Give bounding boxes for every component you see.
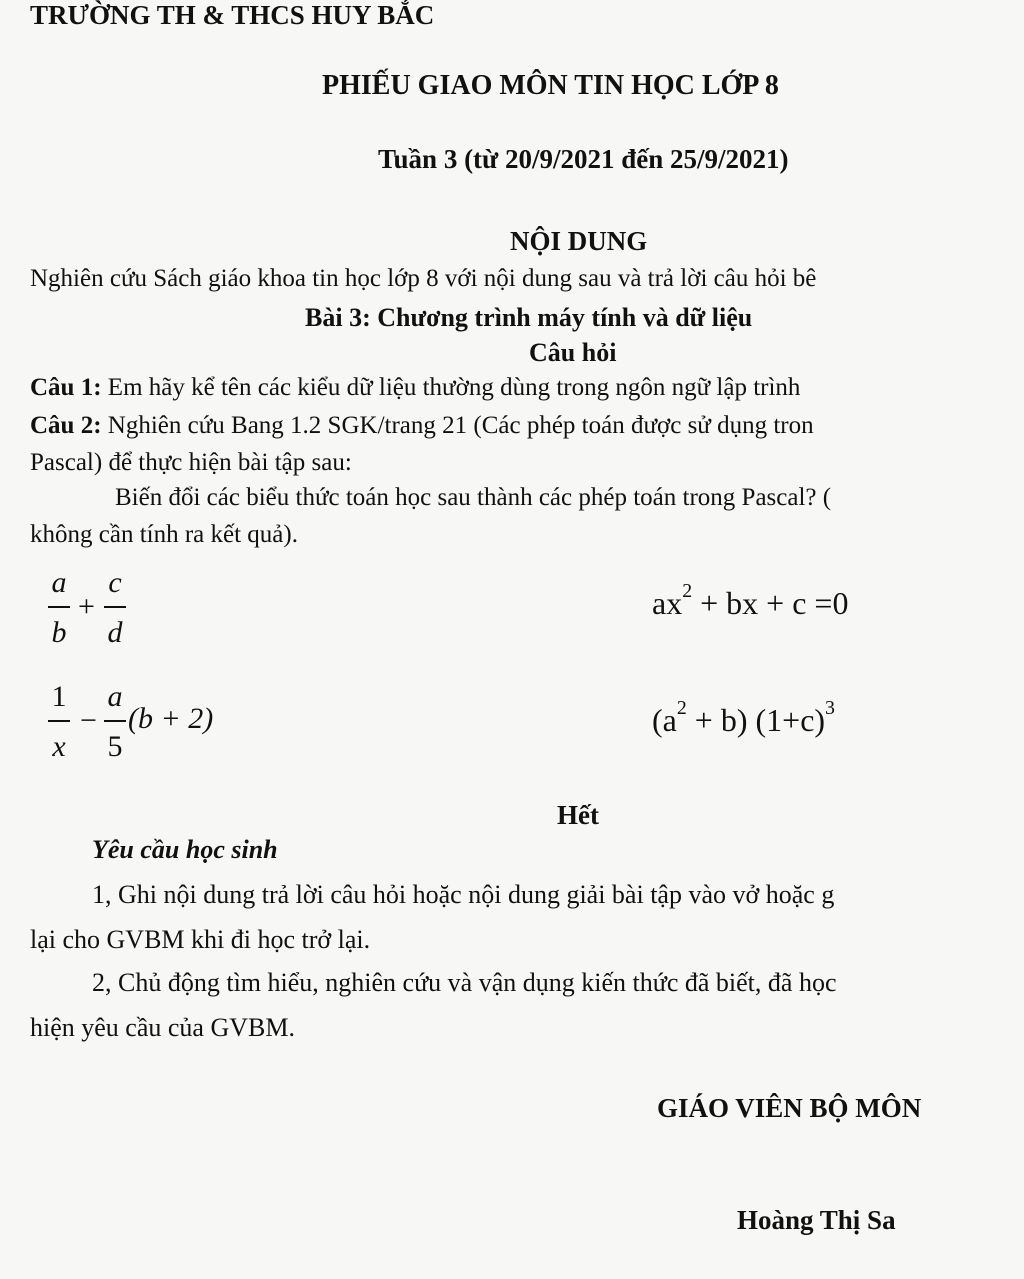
expr3-numerator-a: a <box>107 680 123 713</box>
requirement-2-line-1: 2, Chủ động tìm hiểu, nghiên cứu và vận dụng kiến thức đã biết, đã học <box>92 968 837 997</box>
expr2-rest: + bx + c =0 <box>692 585 849 621</box>
expr4-mid: + b) (1+c) <box>686 702 826 738</box>
expression-1-fraction-a-b <box>48 568 70 648</box>
lesson-title: Bài 3: Chương trình máy tính và dữ liệu <box>305 303 753 332</box>
school-name: TRƯỜNG TH & THCS HUY BẮC <box>30 0 435 30</box>
expression-1-fraction-c-d <box>104 568 126 648</box>
requirement-2-line-2: hiện yêu cầu của GVBM. <box>30 1013 295 1042</box>
expr1-numerator-a: a <box>51 566 67 599</box>
requirement-1-line-2: lại cho GVBM khi đi học trở lại. <box>30 925 371 954</box>
expr1-denominator-b: b <box>51 616 67 649</box>
intro-line: Nghiên cứu Sách giáo khoa tin học lớp 8 với nội dung sau và trả lời câu hỏi bê <box>30 265 817 292</box>
expr4-exponent-1: 2 <box>676 697 687 720</box>
expression-4 <box>652 697 835 739</box>
week-line: Tuần 3 (từ 20/9/2021 đến 25/9/2021) <box>378 144 789 174</box>
question-2-label: Câu 2: <box>30 412 102 439</box>
expr4-exponent-2: 3 <box>825 697 835 720</box>
end-marker: Hết <box>557 800 599 830</box>
expression-3-fraction-a-5 <box>104 682 126 762</box>
question-2-line-2: Pascal) để thực hiện bài tập sau: <box>30 449 352 476</box>
expr1-denominator-d: d <box>107 616 123 649</box>
question-1 <box>30 374 800 402</box>
expr3-tail: (b + 2) <box>128 702 214 735</box>
document-title: PHIẾU GIAO MÔN TIN HỌC LỚP 8 <box>322 70 779 101</box>
question-2-text: Nghiên cứu Bang 1.2 SGK/trang 21 (Các phép toán được sử dụng tron <box>101 412 814 439</box>
expression-2 <box>652 580 849 622</box>
expr3-minus: − <box>80 704 97 737</box>
signature-role: GIÁO VIÊN BỘ MÔN <box>657 1093 922 1123</box>
expr3-denominator-x: x <box>52 730 66 763</box>
requirement-1-line-1: 1, Ghi nội dung trả lời câu hỏi hoặc nội dung giải bài tập vào vở hoặc g <box>92 880 835 909</box>
expr2-exponent: 2 <box>682 580 693 603</box>
expression-3-fraction-1-x <box>48 682 70 762</box>
expr1-plus: + <box>78 590 95 623</box>
expr2-base: ax <box>652 585 683 621</box>
expr3-denominator-5: 5 <box>107 730 123 763</box>
question-2-line-3: Biến đổi các biểu thức toán học sau thành các phép toán trong Pascal? ( <box>115 484 832 511</box>
question-2-line-4: không cần tính ra kết quả). <box>30 521 298 548</box>
questions-heading: Câu hỏi <box>529 338 617 367</box>
content-heading: NỘI DUNG <box>510 226 648 256</box>
expr3-numerator-1: 1 <box>51 680 67 713</box>
expr4-open: (a <box>652 702 677 738</box>
question-2 <box>30 412 814 440</box>
expr1-numerator-c: c <box>108 566 122 599</box>
question-1-label: Câu 1: <box>30 374 102 401</box>
signature-name: Hoàng Thị Sa <box>737 1205 896 1235</box>
requirements-heading: Yêu cầu học sinh <box>92 835 278 864</box>
question-1-text: Em hãy kể tên các kiểu dữ liệu thường dùng trong ngôn ngữ lập trình <box>101 374 801 401</box>
